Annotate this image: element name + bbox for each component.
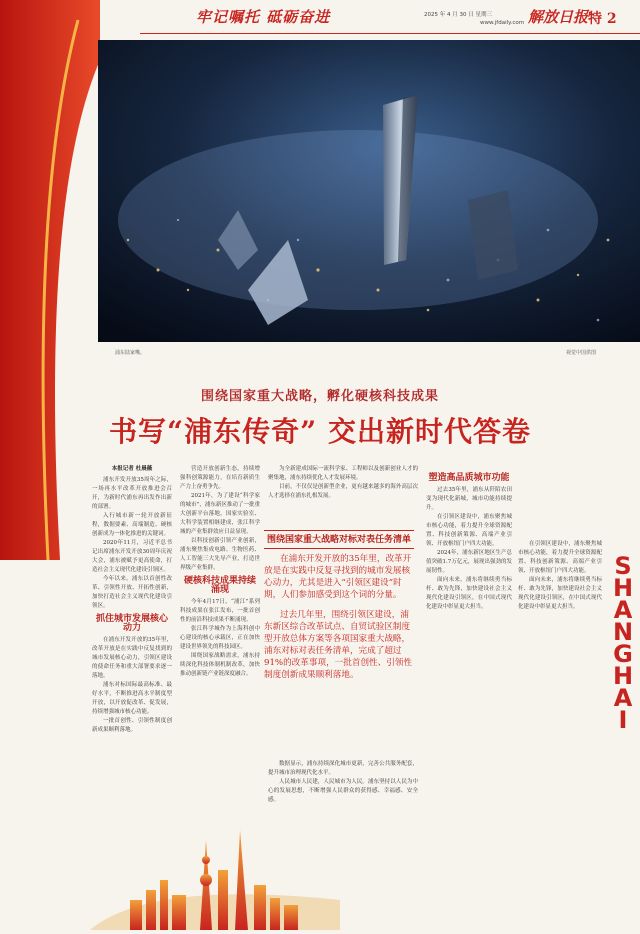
col1-paragraph: 在浦东开发开放的35年里，改革开放是在实践中反复找到的城市发展核心动力，引领区建设的使命任务和重大部署要求逐一落地。 <box>92 637 172 679</box>
col1-paragraph: 浦东开发开放35周年之际，一场再水平改革开放推进会召开，为新时代浦东再出发作出新的部署。 <box>92 477 172 510</box>
photo-caption: 浦东陆家嘴。 <box>115 350 146 356</box>
article-column-5 <box>518 540 602 612</box>
col2-paragraph: 今年4月17日，“浦江”系列科技成果在张江发布，一批首创性的前沿科技成果不断涌现。 <box>180 599 260 623</box>
article-column-2 <box>180 465 260 679</box>
col4-paragraph: 面向未来，浦东将继续勇当标杆、敢为先锋，加快建设社会主义现代化建设引领区，在中国式现代化建设中彰显更大担当。 <box>426 577 512 610</box>
col5-paragraph: 面向未来，浦东将继续勇当标杆、敢为先锋，加快建设社会主义现代化建设引领区，在中国式现代化建设中彰显更大担当。 <box>518 577 602 610</box>
bottom-skyline-graphic <box>90 820 340 930</box>
article-column-3-top <box>268 465 418 501</box>
issue-date: 2025 年 4 月 30 日 星期三 <box>424 12 492 18</box>
col3-paragraph: 目前，不仅仅是创新型企业，更有越来越多的海外高层次人才选择在浦东扎根发展。 <box>268 484 418 499</box>
col2-paragraph: 2021年，为了建设“科学家的城市”，浦东新区推动了一批重大创新平台落地，国家实验室、大科学装置相继建成，张江科学城的产业集群效应日益显现。 <box>180 493 260 535</box>
section-title-3: 塑造高品质城市功能 <box>428 473 510 483</box>
newspaper-name: 解放日报 <box>528 8 589 26</box>
col2-paragraph: 围绕国家战略需求，浦东持续深化科技体制机制改革，加快推动创新链产业链深度融合。 <box>180 653 260 677</box>
col1-paragraph: 浦东对标国际最高标准、最好水平，不断推进高水平制度型开放，以开放促改革、促发展，持续增强城市核心功能。 <box>92 682 172 715</box>
vertical-text-letters: SHANGHAI <box>613 552 634 734</box>
article-column-3-bottom <box>268 760 418 805</box>
masthead-rule <box>140 33 640 34</box>
vertical-shanghai-text <box>606 552 640 734</box>
masthead-slogan: 牢记嘱托 砥砺奋进 <box>196 8 331 26</box>
col3-paragraph: 人民城市人民建，人民城市为人民。浦东坚持以人民为中心的发展思想，不断增强人民群众的获得感、幸福感、安全感。 <box>268 779 418 803</box>
callout-rule <box>264 548 414 549</box>
article-subhead: 围绕国家重大战略，孵化硬核科技成果 <box>200 389 439 404</box>
section-title-2: 硬核科技成果持续涌现 <box>183 576 256 595</box>
callout-paragraph: 过去几年里，围绕引领区建设，浦东新区综合改革试点、自贸试验区制度型开放总体方案等各项国家重大战略，浦东对标对表任务清单，完成了超过91%的改革事项，一批首创性、引领性制度创新成果顺利落地。 <box>264 610 413 680</box>
col4-paragraph: 在引领区建设中，浦东聚焦城市核心功能，着力提升全球资源配置、科技创新策源、高端产业引领、开放枢纽门户四大功能。 <box>426 514 512 547</box>
col5-paragraph: 在引领区建设中，浦东聚焦城市核心功能，着力提升全球资源配置、科技创新策源、高端产业引领、开放枢纽门户四大功能。 <box>518 541 602 574</box>
col3-paragraph: 为全新建成国际一流科学家、工程师以及创新创业人才的聚集地，浦东持续优化人才发展环境。 <box>268 466 418 481</box>
byline: 本报记者 杜晨薇 <box>111 466 153 472</box>
article-headline: 书写“浦东传奇” 交出新时代答卷 <box>109 415 531 448</box>
lujiazui-night-photo <box>98 40 640 342</box>
callout-rule <box>264 530 414 531</box>
col4-paragraph: 2024年，浦东新区地区生产总值突破1.7万亿元，展现出强劲的发展韧性。 <box>426 550 512 574</box>
left-red-swoosh-graphic <box>0 0 100 560</box>
section-title-1: 抓住城市发展核心动力 <box>95 614 168 633</box>
col1-paragraph: 2020年11月，习近平总书记出席浦东开发开放30周年庆祝大会，浦东被赋予更高使命，打造社会主义现代化建设引领区。 <box>92 540 172 573</box>
website-url: www.jfdaily.com <box>480 20 525 26</box>
col4-paragraph: 过去35年里，浦东从阡陌农田变为现代化新城，城市功能持续提升。 <box>426 487 512 511</box>
article-column-4 <box>426 470 512 612</box>
col2-paragraph: 以科技创新引领产业创新，浦东聚焦集成电路、生物医药、人工智能三大先导产业，打造世界级产业集群。 <box>180 538 260 571</box>
col1-paragraph: 今年以来，浦东以首创性改革、引领性开放、开拓性创新，加快打造社会主义现代化建设引领区。 <box>92 576 172 609</box>
page-label: 特 2 <box>588 11 617 27</box>
col2-paragraph: 营造开放创新生态，持续增强科创策源能力，在培育新质生产力上奋勇争先。 <box>180 466 260 490</box>
col3-paragraph: 数据显示，浦东持续深化城市更新，完善公共服务配套，提升城市治理现代化水平。 <box>268 761 418 776</box>
col1-paragraph: 一批首创性、引领性制度创新成果顺利落地。 <box>92 718 172 733</box>
article-column-1 <box>92 465 172 735</box>
col2-paragraph: 张江科学城作为上海科创中心建设的核心承载区，正在加快建设世界领先的科技园区。 <box>180 626 260 650</box>
photo-credit: 视觉中国供图 <box>566 350 597 356</box>
callout-title: 围绕国家重大战略对标对表任务清单 <box>266 535 411 545</box>
col1-paragraph: 入行城市新一轮开放新征程，数据要素、高端制造、硬核创新成为一体化推进的关键词。 <box>92 513 172 537</box>
pull-quote-callout <box>264 528 414 689</box>
callout-paragraph: 在浦东开发开放的35年里，改革开放是在实践中反复寻找到的城市发展核心动力，尤其是进入“引领区建设”时期，人们参加感受到这个词的分量。 <box>264 554 412 600</box>
